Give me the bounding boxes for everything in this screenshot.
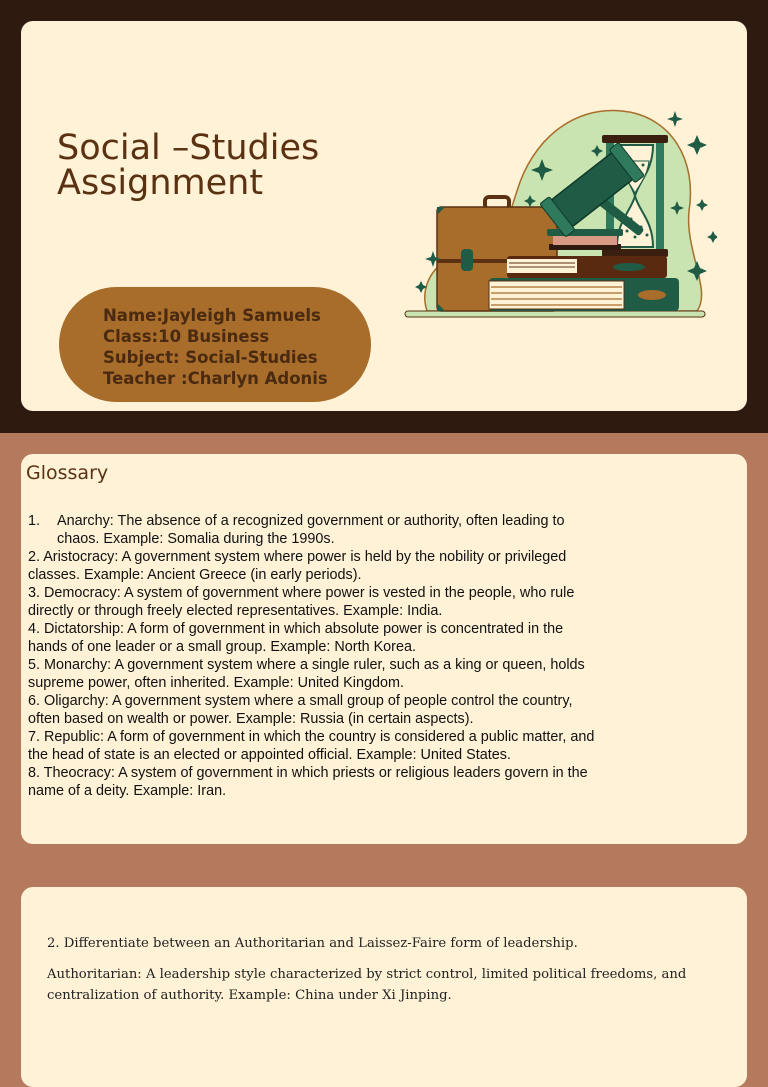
authoritarian-definition: Authoritarian: A leadership style characterized by strict control, limited political freedoms, and centralization of authority. Example: China under Xi Jinping. — [47, 967, 687, 1003]
student-class: Class:10 Business — [103, 327, 270, 346]
question-text: 2. Differentiate between an Authoritarian and Laissez-Faire form of leadership. — [47, 936, 578, 951]
list-item: 2. Aristocracy: A government system where power is held by the nobility or privileged classes. Example: Ancient Greece (in early periods). — [28, 549, 567, 583]
title-line-2: Assignment — [57, 163, 264, 203]
page-title — [57, 128, 320, 203]
student-teacher: Teacher :Charlyn Adonis — [103, 369, 328, 388]
list-item: 8. Theocracy: A system of government in which priests or religious leaders govern in the name of a deity. Example: Iran. — [28, 765, 588, 799]
list-item: 5. Monarchy: A government system where a single ruler, such as a king or queen, holds supreme power, often inherited. Example: United Kingdom. — [28, 657, 585, 691]
glossary-list — [28, 512, 603, 800]
list-item: 7. Republic: A form of government in which the country is considered a public matter, and the head of state is an elected or appointed official. Example: United States. — [28, 729, 595, 763]
base-shelf — [405, 311, 705, 317]
student-subject: Subject: Social-Studies — [103, 348, 318, 367]
list-item: 3. Democracy: A system of government where power is vested in the people, who rule directly or through freely elected representatives. Example: India. — [28, 585, 575, 619]
title-line-1: Social –Studies — [57, 128, 320, 168]
title-slide — [21, 21, 747, 411]
list-item: 6. Oligarchy: A government system where a small group of people control the country, often based on wealth or power. Example: Russia (in certain aspects). — [28, 693, 573, 727]
list-item: 1. Anarchy: The absence of a recognized government or authority, often leading to chaos. Example: Somalia during the 1990s. — [28, 513, 565, 547]
leadership-slide — [21, 887, 747, 1087]
glossary-slide — [21, 454, 747, 844]
student-info-pill — [59, 287, 371, 402]
student-name: Name:Jayleigh Samuels — [103, 306, 321, 325]
list-item: 4. Dictatorship: A form of government in which absolute power is concentrated in the hands of one leader or a small group. Example: North Korea. — [28, 621, 564, 655]
glossary-heading: Glossary — [26, 462, 109, 484]
justice-illustration — [397, 101, 717, 326]
